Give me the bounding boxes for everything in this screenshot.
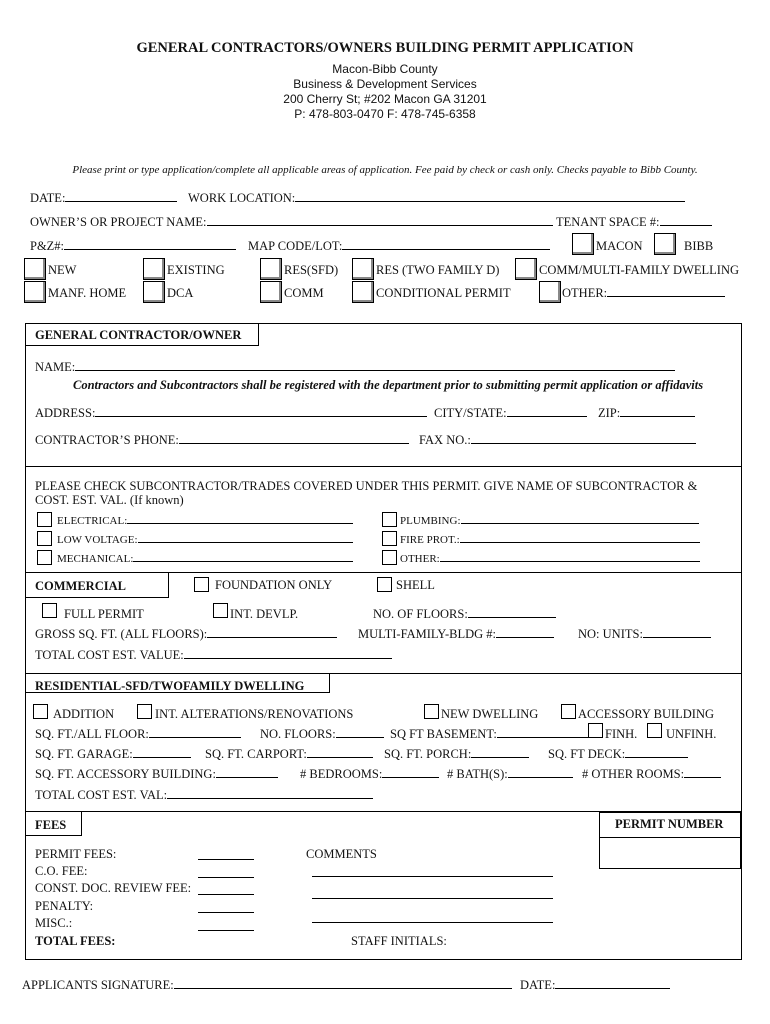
penalty-label: PENALTY: — [35, 899, 94, 913]
sqft-porch-field[interactable]: SQ. FT. PORCH: — [384, 747, 529, 762]
signature-date-field[interactable]: DATE: — [520, 978, 670, 993]
finh-checkbox[interactable] — [588, 723, 603, 738]
no-units-field[interactable]: NO: UNITS: — [578, 627, 711, 642]
permit-number-field[interactable] — [599, 837, 741, 869]
plumbing-field[interactable]: PLUMBING: — [400, 514, 699, 527]
comments-line[interactable] — [312, 876, 553, 877]
multi-family-bldg-field[interactable]: MULTI-FAMILY-BLDG #: — [358, 627, 554, 642]
other-field[interactable]: OTHER: — [562, 286, 725, 301]
new-dwelling-checkbox[interactable] — [424, 704, 439, 719]
unfinh-checkbox[interactable] — [647, 723, 662, 738]
commercial-total-cost-field[interactable]: TOTAL COST EST. VALUE: — [35, 648, 392, 663]
comments-line[interactable] — [312, 922, 553, 923]
residential-heading: RESIDENTIAL-SFD/TWOFAMILY DWELLING — [26, 674, 330, 693]
commercial-heading: COMMERCIAL — [26, 573, 169, 598]
sub-other-field[interactable]: OTHER: — [400, 552, 700, 565]
accessory-building-label: ACCESSORY BUILDING — [578, 707, 715, 721]
map-code-field[interactable]: MAP CODE/LOT: — [248, 239, 550, 254]
fire-prot-checkbox[interactable] — [382, 531, 397, 546]
comm-label: COMM — [284, 286, 324, 300]
other-rooms-field[interactable]: # OTHER ROOMS: — [582, 767, 721, 782]
applicant-signature-field[interactable]: APPLICANTS SIGNATURE: — [22, 978, 512, 993]
bibb-label: BIBB — [684, 239, 714, 253]
divider — [25, 466, 742, 467]
baths-field[interactable]: # BATH(S): — [447, 767, 573, 782]
electrical-field[interactable]: ELECTRICAL: — [57, 514, 353, 527]
shell-checkbox[interactable] — [377, 577, 392, 592]
permit-number-heading: PERMIT NUMBER — [599, 812, 741, 838]
addition-label: ADDITION — [53, 707, 115, 721]
dept-name: Business & Development Services — [293, 77, 477, 91]
gc-address-field[interactable]: ADDRESS: — [35, 406, 427, 421]
mechanical-field[interactable]: MECHANICAL: — [57, 552, 353, 565]
dca-label: DCA — [167, 286, 194, 300]
conditional-permit-label: CONDITIONAL PERMIT — [376, 286, 511, 300]
existing-label: EXISTING — [167, 263, 225, 277]
page-title: GENERAL CONTRACTORS/OWNERS BUILDING PERMIT APPLICATION — [136, 40, 634, 56]
manf-home-label: MANF. HOME — [48, 286, 127, 300]
conditional-permit-checkbox[interactable] — [352, 281, 374, 303]
co-fee-label: C.O. FEE: — [35, 864, 88, 878]
pz-field[interactable]: P&Z#: — [30, 239, 236, 254]
gc-name-field[interactable]: NAME: — [35, 360, 675, 375]
shell-label: SHELL — [396, 578, 435, 592]
bibb-checkbox[interactable] — [654, 233, 676, 255]
existing-checkbox[interactable] — [143, 258, 165, 280]
accessory-building-checkbox[interactable] — [561, 704, 576, 719]
comm-multi-checkbox[interactable] — [515, 258, 537, 280]
permit-fees-field[interactable] — [198, 859, 254, 860]
low-voltage-checkbox[interactable] — [37, 531, 52, 546]
foundation-only-checkbox[interactable] — [194, 577, 209, 592]
fire-prot-field[interactable]: FIRE PROT.: — [400, 533, 700, 546]
comments-label: COMMENTS — [306, 847, 377, 861]
int-devlp-label: INT. DEVLP. — [230, 607, 299, 621]
sub-instructions-2: COST. EST. VAL. (If known) — [35, 493, 184, 507]
sqft-accessory-field[interactable]: SQ. FT. ACCESSORY BUILDING: — [35, 767, 278, 782]
sub-instructions-1: PLEASE CHECK SUBCONTRACTOR/TRADES COVERED UNDER THIS PERMIT. GIVE NAME OF SUBCONTRACTOR & — [35, 479, 698, 493]
comm-checkbox[interactable] — [260, 281, 282, 303]
res-two-family-checkbox[interactable] — [352, 258, 374, 280]
macon-checkbox[interactable] — [572, 233, 594, 255]
penalty-field[interactable] — [198, 912, 254, 913]
comm-multi-label: COMM/MULTI-FAMILY DWELLING — [539, 263, 740, 277]
sqft-carport-field[interactable]: SQ. FT. CARPORT: — [205, 747, 373, 762]
gc-citystate-field[interactable]: CITY/STATE: — [434, 406, 587, 421]
date-field[interactable]: DATE: — [30, 191, 177, 206]
gc-heading: GENERAL CONTRACTOR/OWNER — [26, 324, 259, 346]
plumbing-checkbox[interactable] — [382, 512, 397, 527]
sqft-deck-field[interactable]: SQ. FT DECK: — [548, 747, 688, 762]
dca-checkbox[interactable] — [143, 281, 165, 303]
gc-zip-field[interactable]: ZIP: — [598, 406, 695, 421]
comments-line[interactable] — [312, 898, 553, 899]
work-location-field[interactable]: WORK LOCATION: — [188, 191, 685, 206]
bedrooms-field[interactable]: # BEDROOMS: — [300, 767, 439, 782]
registration-notice: Contractors and Subcontractors shall be registered with the department prior to submitting permit application or affidavits — [73, 378, 704, 392]
org-name: Macon-Bibb County — [332, 62, 438, 76]
int-alterations-label: INT. ALTERATIONS/RENOVATIONS — [155, 707, 354, 721]
finh-label: FINH. — [605, 727, 638, 741]
permit-fees-label: PERMIT FEES: — [35, 847, 117, 861]
new-label: NEW — [48, 263, 77, 277]
addition-checkbox[interactable] — [33, 704, 48, 719]
other-checkbox[interactable] — [539, 281, 561, 303]
res-sfd-checkbox[interactable] — [260, 258, 282, 280]
misc-label: MISC.: — [35, 916, 73, 930]
manf-home-checkbox[interactable] — [24, 281, 46, 303]
new-checkbox[interactable] — [24, 258, 46, 280]
int-devlp-checkbox[interactable] — [213, 603, 228, 618]
macon-label: MACON — [596, 239, 643, 253]
instructions: Please print or type application/complete all applicable areas of application. Fee paid by check or cash only. Checks payable to Bibb County. — [72, 164, 698, 176]
co-fee-field[interactable] — [198, 877, 254, 878]
const-doc-fee-label: CONST. DOC. REVIEW FEE: — [35, 881, 192, 895]
no-of-floors-field[interactable]: NO. OF FLOORS: — [373, 607, 556, 622]
gc-fax-field[interactable]: FAX NO.: — [419, 433, 696, 448]
tenant-space-field[interactable]: TENANT SPACE #: — [556, 215, 712, 230]
total-fees-label: TOTAL FEES: — [35, 934, 116, 948]
mechanical-checkbox[interactable] — [37, 550, 52, 565]
fees-heading: FEES — [26, 812, 82, 836]
electrical-checkbox[interactable] — [37, 512, 52, 527]
full-permit-checkbox[interactable] — [42, 603, 57, 618]
int-alterations-checkbox[interactable] — [137, 704, 152, 719]
foundation-only-label: FOUNDATION ONLY — [215, 578, 333, 592]
res-no-floors-field[interactable]: NO. FLOORS: — [260, 727, 384, 742]
sqft-basement-field[interactable]: SQ FT BASEMENT: — [390, 727, 589, 742]
sqft-garage-field[interactable]: SQ. FT. GARAGE: — [35, 747, 191, 762]
res-two-family-label: RES (TWO FAMILY D) — [376, 263, 500, 277]
office-address: 200 Cherry St; #202 Macon GA 31201 — [283, 92, 487, 106]
owner-name-field[interactable]: OWNER’S OR PROJECT NAME: — [30, 215, 553, 230]
full-permit-label: FULL PERMIT — [64, 607, 144, 621]
const-doc-fee-field[interactable] — [198, 894, 254, 895]
office-phone: P: 478-803-0470 F: 478-745-6358 — [294, 107, 476, 121]
gross-sqft-field[interactable]: GROSS SQ. FT. (ALL FLOORS): — [35, 627, 337, 642]
low-voltage-field[interactable]: LOW VOLTAGE: — [57, 533, 353, 546]
unfinh-label: UNFINH. — [666, 727, 717, 741]
sqft-all-floor-field[interactable]: SQ. FT./ALL FLOOR: — [35, 727, 241, 742]
staff-initials-label: STAFF INITIALS: — [351, 934, 447, 948]
gc-phone-field[interactable]: CONTRACTOR’S PHONE: — [35, 433, 409, 448]
res-total-cost-field[interactable]: TOTAL COST EST. VAL: — [35, 788, 373, 803]
sub-other-checkbox[interactable] — [382, 550, 397, 565]
misc-field[interactable] — [198, 930, 254, 931]
res-sfd-label: RES(SFD) — [284, 263, 339, 277]
new-dwelling-label: NEW DWELLING — [441, 707, 539, 721]
